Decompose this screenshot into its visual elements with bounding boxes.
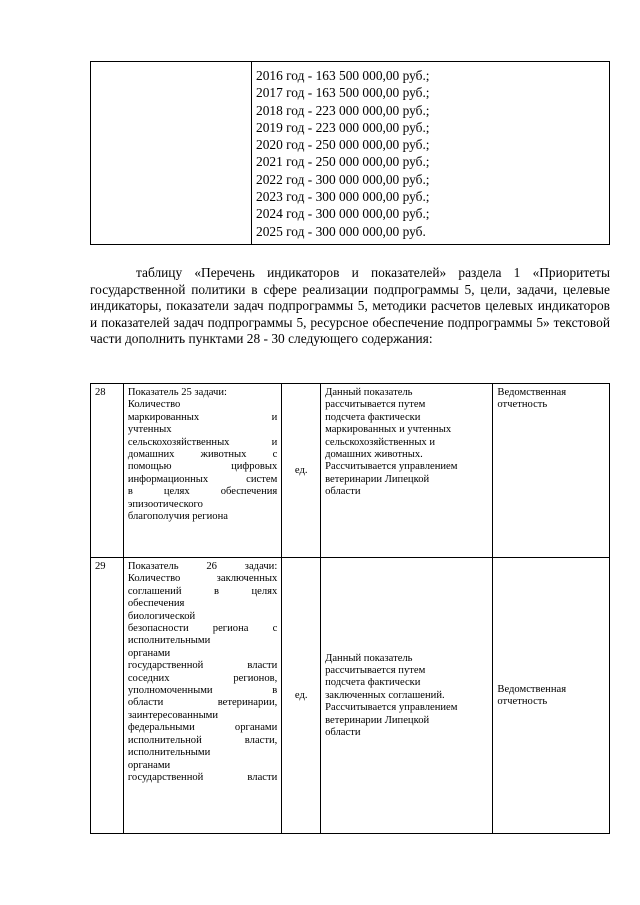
method-line: подсчета фактически: [325, 677, 421, 689]
indicator-name-line: домашних животных с: [127, 449, 278, 461]
budget-year-line: 2024 год - 300 000 000,00 руб.;: [256, 206, 430, 222]
indicator-name-line: Количество заключенных: [127, 573, 278, 585]
indicator-name-line: информационных систем: [127, 473, 278, 485]
budget-years-cell: [252, 62, 610, 245]
budget-year-line: 2017 год - 163 500 000,00 руб.;: [256, 85, 430, 101]
indicator-name-line: заинтересованными: [127, 709, 219, 721]
indicator-name-line: в целях обеспечения: [127, 486, 278, 498]
method-line: сельскохозяйственных и: [325, 436, 436, 448]
indicator-name-line: государственной власти: [127, 771, 278, 783]
source-cell: [493, 384, 610, 558]
row-number: 28: [91, 384, 124, 558]
method-line: маркированных и учтенных: [325, 424, 452, 436]
indicator-name-line: государственной власти: [127, 660, 278, 672]
source-line: отчетность: [497, 696, 548, 707]
indicator-name-line: обеспечения: [127, 598, 185, 610]
indicator-name-line: соглашений в целях: [127, 585, 278, 597]
method-line: ветеринарии Липецкой: [325, 714, 430, 726]
budget-row: [91, 62, 610, 245]
table-row: [91, 384, 610, 558]
method-line: Данный показатель: [325, 387, 413, 398]
method-line: подсчета фактически: [325, 411, 421, 423]
method-line: домашних животных.: [325, 449, 423, 461]
budget-year-line: 2022 год - 300 000 000,00 руб.;: [256, 171, 430, 187]
method-line: Рассчитывается управлением: [325, 461, 458, 473]
indicator-name-line: уполномоченными в: [127, 685, 278, 697]
indicator-name-line: исполнительными: [127, 747, 211, 759]
indicator-name-line: учтенных: [127, 424, 172, 436]
source-line: Ведомственная: [497, 387, 567, 398]
budget-year-line: 2021 год - 250 000 000,00 руб.;: [256, 154, 430, 170]
budget-year-line: 2020 год - 250 000 000,00 руб.;: [256, 137, 430, 153]
indicator-name-line: благополучия региона: [127, 511, 228, 523]
indicator-name-cell: [123, 384, 281, 558]
budget-label-cell: [91, 62, 252, 245]
unit-cell: ед.: [282, 384, 321, 558]
budget-year-line: 2019 год - 223 000 000,00 руб.;: [256, 119, 430, 135]
indicator-name-line: органами: [127, 647, 171, 659]
indicator-name-line: помощью цифровых: [127, 461, 278, 473]
amendment-paragraph: таблицу «Перечень индикаторов и показателей» раздела 1 «Приоритеты государственной политики в сфере реализации подпрограммы 5, цели, задачи, целевые индикаторы, показатели задач подпрограммы 5, методики расчетов целевых индикаторов и показателей задач подпрограммы 5, ресурсное обеспечение подпрограммы 5» текстовой части дополнить пунктами 28 - 30 следующего содержания:: [90, 265, 610, 347]
table-row: [91, 558, 610, 834]
budget-year-line: 2025 год - 300 000 000,00 руб.: [256, 223, 426, 239]
indicator-name-line: биологической: [127, 610, 196, 622]
method-line: Рассчитывается управлением: [325, 702, 458, 714]
indicator-table: [90, 383, 610, 834]
source-line: отчетность: [497, 399, 548, 411]
method-line: ветеринарии Липецкой: [325, 473, 430, 485]
row-number: 29: [91, 558, 124, 834]
method-cell: [321, 558, 493, 834]
source-line: Ведомственная: [497, 683, 567, 695]
indicator-name-line: сельскохозяйственных и: [127, 436, 278, 448]
indicator-name-line: федеральными органами: [127, 722, 278, 734]
indicator-name-line: Показатель 26 задачи:: [127, 561, 278, 572]
budget-table: [90, 61, 610, 245]
method-cell: [321, 384, 493, 558]
indicator-name-line: исполнительными: [127, 635, 211, 647]
unit-cell: ед.: [282, 558, 321, 834]
indicator-name-line: исполнительной власти,: [127, 734, 278, 746]
indicator-name-cell: [123, 558, 281, 834]
method-line: заключенных соглашений.: [325, 689, 445, 701]
indicator-name-line: области ветеринарии,: [127, 697, 278, 709]
method-line: области: [325, 727, 361, 739]
method-line: рассчитывается путем: [325, 664, 426, 676]
indicator-name-line: эпизоотического: [127, 498, 203, 510]
method-line: Данный показатель: [325, 652, 413, 664]
indicator-name-line: Количество: [127, 399, 181, 411]
indicator-name-line: безопасности региона с: [127, 623, 278, 635]
budget-year-line: 2018 год - 223 000 000,00 руб.;: [256, 102, 430, 118]
indicator-name-line: соседних регионов,: [127, 672, 278, 684]
source-cell: [493, 558, 610, 834]
budget-year-line: 2016 год - 163 500 000,00 руб.;: [256, 68, 430, 83]
method-line: области: [325, 486, 361, 498]
indicator-name-line: органами: [127, 759, 171, 771]
indicator-name-line: Показатель 25 задачи:: [127, 387, 227, 398]
indicator-name-line: маркированных и: [127, 411, 278, 423]
method-line: рассчитывается путем: [325, 399, 426, 411]
budget-year-line: 2023 год - 300 000 000,00 руб.;: [256, 189, 430, 205]
